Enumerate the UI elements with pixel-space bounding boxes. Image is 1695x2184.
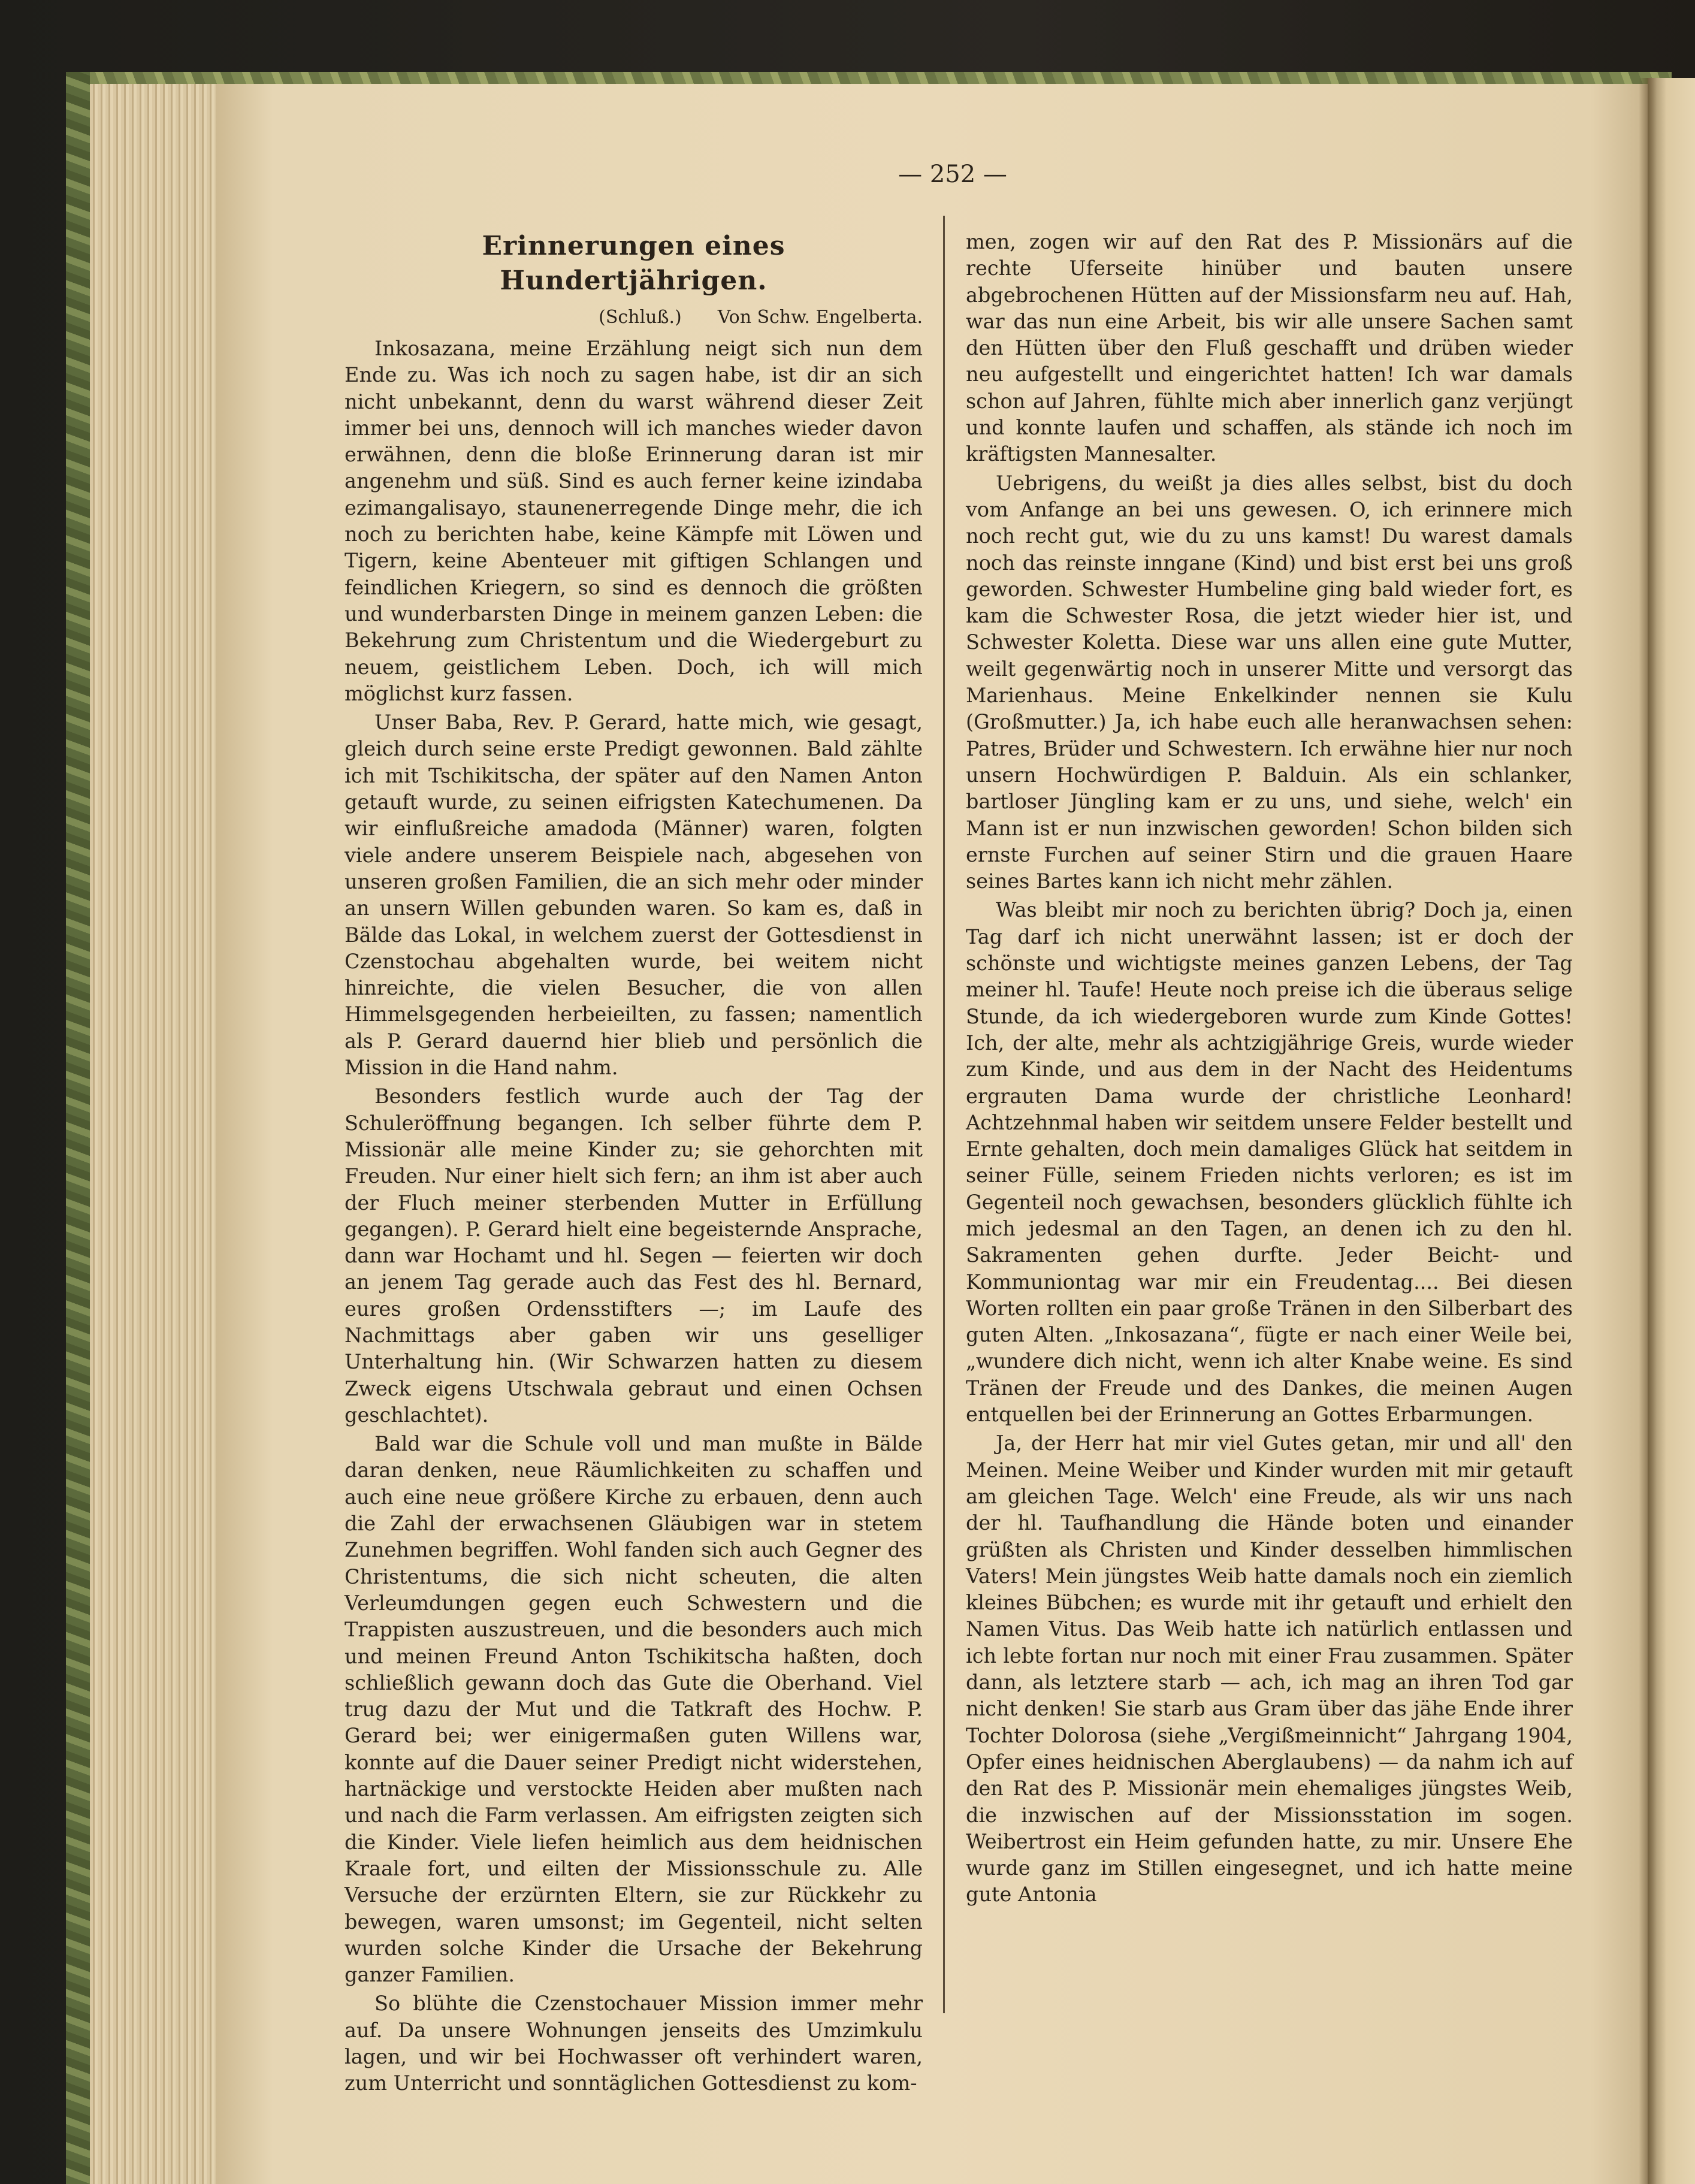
left-column — [345, 229, 923, 2097]
continuation-note: (Schluß.) — [599, 307, 682, 328]
paragraph: Uebrigens, du weißt ja dies alles selbst, bist du doch vom Anfange an bei uns gewesen. O, ich erinnere mich noch recht gut, wie du zu uns kamst! Du warest damals noch das reinste inngane (Kind) und bist erst bei uns groß geworden. Schwester Humbeline ging bald wieder fort, es kam die Schwester Rosa, die jetzt wieder hier ist, und Schwester Koletta. Diese war uns allen eine gute Mutter, weilt gegenwärtig noch in unserer Mitte und versorgt das Marienhaus. Meine Enkelkinder nennen sie Kulu (Großmutter.) Ja, ich habe euch alle heranwachsen sehen: Patres, Brüder und Schwestern. Ich erwähne hier nur noch unsern Hochwürdigen P. Balduin. Als ein schlanker, bartloser Jüngling kam er zu uns, und siehe, welch' ein Mann ist er nun inzwischen geworden! Schon bilden sich ernste Furchen auf seiner Stirn und die grauen Haare seines Bartes kann ich nicht mehr zählen. — [966, 471, 1573, 893]
author: Von Schw. Engelberta. — [717, 307, 923, 328]
byline — [345, 304, 923, 331]
column-divider — [943, 216, 945, 2013]
paragraph: Besonders festlich wurde auch der Tag der Schuleröffnung begangen. Ich selber führte dem P. Missionär alle meine Kinder zu; sie gehorchten mit Freuden. Nur einer hielt sich fern; an ihm ist aber auch der Fluch meiner sterbenden Mutter in Erfüllung gegangen). P. Gerard hielt eine begeisternde Ansprache, dann war Hochamt und hl. Segen — feierten wir doch an jenem Tag gerade auch das Fest des hl. Bernard, eures großen Ordensstifters —; im Laufe des Nachmittags aber gaben wir uns geselliger Unterhaltung hin. (Wir Schwarzen hatten zu diesem Zweck eigens Utschwala gebraut und einen Ochsen geschlachtet). — [345, 1085, 923, 1427]
paragraph: Ja, der Herr hat mir viel Gutes getan, mir und all' den Meinen. Meine Weiber und Kinder wurden mit mir getauft am gleichen Tage. Welch' eine Freude, als wir uns nach der hl. Taufhandlung die Hände boten und einander grüßten als Christen und Kinder desselben himmlischen Vaters! Mein jüngstes Weib hatte damals noch ein ziemlich kleines Bübchen; es wurde mit ihr getauft und erhielt den Namen Vitus. Das Weib hatte ich natürlich entlassen und ich lebte fortan nur noch mit einer Frau zusammen. Später dann, als letztere starb — ach, ich mag an ihren Tod gar nicht denken! Sie starb aus Gram über das jähe Ende ihrer Tochter Dolorosa (siehe „Vergißmeinnicht“ Jahrgang 1904, Opfer eines heidnischen Aberglaubens) — da nahm ich auf den Rat des P. Missionär mein ehemaliges jüngstes Weib, die inzwischen auf der Missionsstation im sogen. Weibertrost ein Heim gefunden hatte, zu mir. Unsere Ehe wurde ganz im Stillen eingesegnet, und ich hatte meine gute Antonia — [966, 1431, 1573, 1907]
paragraph: men, zogen wir auf den Rat des P. Missionärs auf die rechte Uferseite hinüber und bauten unsere abgebrochenen Hütten auf der Missionsfarm neu auf. Hah, war das nun eine Arbeit, bis wir alle unsere Sachen samt den Hütten über den Fluß geschafft und drüben wieder neu aufgestellt und eingerichtet hatten! Ich war damals schon auf Jahren, fühlte mich aber innerlich ganz verjüngt und konnte laufen und schaffen, als stände ich noch im kräftigsten Mannesalter. — [966, 230, 1573, 466]
page-number: — 252 — — [898, 161, 1007, 188]
paragraph: Unser Baba, Rev. P. Gerard, hatte mich, wie gesagt, gleich durch seine erste Predigt gewonnen. Bald zählte ich mit Tschikitscha, der später auf den Namen Anton getauft wurde, zu seinen eifrigsten Katechumenen. Da wir einflußreiche amadoda (Männer) waren, folgten viele andere unserem Beispiele nach, abgesehen von unseren großen Familien, die an sich mehr oder minder an unsern Willen gebunden waren. So kam es, daß in Bälde das Lokal, in welchem zuerst der Gottesdienst in Czenstochau abgehalten wurde, bei weitem nicht hinreichte, die vielen Besucher, die von allen Himmelsgegenden herbeieilten, zu fassen; namentlich als P. Gerard dauernd hier blieb und persönlich die Mission in die Hand nahm. — [345, 711, 923, 1080]
paragraph: Was bleibt mir noch zu berichten übrig? Doch ja, einen Tag darf ich nicht unerwähnt lassen; ist er doch der schönste und wichtigste meines ganzen Lebens, der Tag meiner hl. Taufe! Heute noch preise ich die überaus selige Stunde, da ich wiedergeboren wurde zum Kinde Gottes! Ich, der alte, mehr als achtzigjährige Greis, wurde wieder zum Kinde, und aus dem in der Nacht des Heidentums ergrauten Dama wurde der christliche Leonhard! Achtzehnmal haben wir seitdem unsere Felder bestellt und Ernte gehalten, doch mein damaliges Glück hat seitdem in seiner Fülle, seinem Frieden nichts verloren; es ist im Gegenteil noch gewachsen, besonders glücklich fühlte ich mich jedesmal an den Tagen, an denen ich zu den hl. Sakramenten gehen durfte. Jeder Beicht- und Kommuniontag war mir ein Freudentag.... Bei diesen Worten rollten ein paar große Tränen in den Silberbart des guten Alten. „Inkosazana“, fügte er nach einer Weile bei, „wundere dich nicht, wenn ich alter Knabe weine. Es sind Tränen der Freude und des Dankes, die meinen Augen entquellen bei der Erinnerung an Gottes Erbarmungen. — [966, 898, 1573, 1427]
article-title: Erinnerungen eines Hundertjährigen. — [482, 231, 785, 296]
paragraph: Inkosazana, meine Erzählung neigt sich nun dem Ende zu. Was ich noch zu sagen habe, ist dir an sich nicht unbekannt, denn du warst während dieser Zeit immer bei uns, dennoch will ich manches wieder davon erwähnen, denn die bloße Erinnerung daran ist mir angenehm und süß. Sind es auch ferner keine izindaba ezimangalisayo, staunenerregende Dinge mehr, die ich noch zu berichten habe, keine Kämpfe mit Löwen und Tigern, keine Abenteuer mit giftigen Schlangen und feindlichen Kriegern, so sind es dennoch die größten und wunderbarsten Dinge in meinem ganzen Leben: die Bekehrung zum Christentum und die Wiedergeburt zu neuem, geistlichem Leben. Doch, ich will mich möglichst kurz fassen. — [345, 337, 923, 705]
paragraph: Bald war die Schule voll und man mußte in Bälde daran denken, neue Räumlichkeiten zu schaffen und auch eine neue größere Kirche zu erbauen, denn auch die Zahl der erwachsenen Gläubigen war in stetem Zunehmen begriffen. Wohl fanden sich auch Gegner des Christentums, die sich nicht scheuten, die alten Verleumdungen gegen euch Schwestern und die Trappisten auszustreuen, und die besonders auch mich und meinen Freund Anton Tschikitscha haßten, doch schließlich gewann doch das Gute die Oberhand. Viel trug dazu der Mut und die Tatkraft des Hochw. P. Gerard bei; wer einigermaßen guten Willens war, konnte auf die Dauer seiner Predigt nicht widerstehen, hartnäckige und verstockte Heiden aber mußten nach und nach die Farm verlassen. Am eifrigsten zeigten sich die Kinder. Viele liefen heimlich aus dem heidnischen Kraale fort, und eilten der Missionsschule zu. Alle Versuche der erzürnten Eltern, sie zur Rückkehr zu bewegen, waren umsonst; im Gegenteil, nicht selten wurden solche Kinder die Ursache der Bekehrung ganzer Familien. — [345, 1432, 923, 1987]
paragraph: So blühte die Czenstochauer Mission immer mehr auf. Da unsere Wohnungen jenseits des Umzimkulu lagen, und wir bei Hochwasser oft verhindert waren, zum Unterricht und sonntäglichen Gottesdienst zu kom- — [345, 1992, 923, 2095]
right-column — [966, 229, 1573, 1908]
binding-gutter — [1639, 78, 1657, 2184]
